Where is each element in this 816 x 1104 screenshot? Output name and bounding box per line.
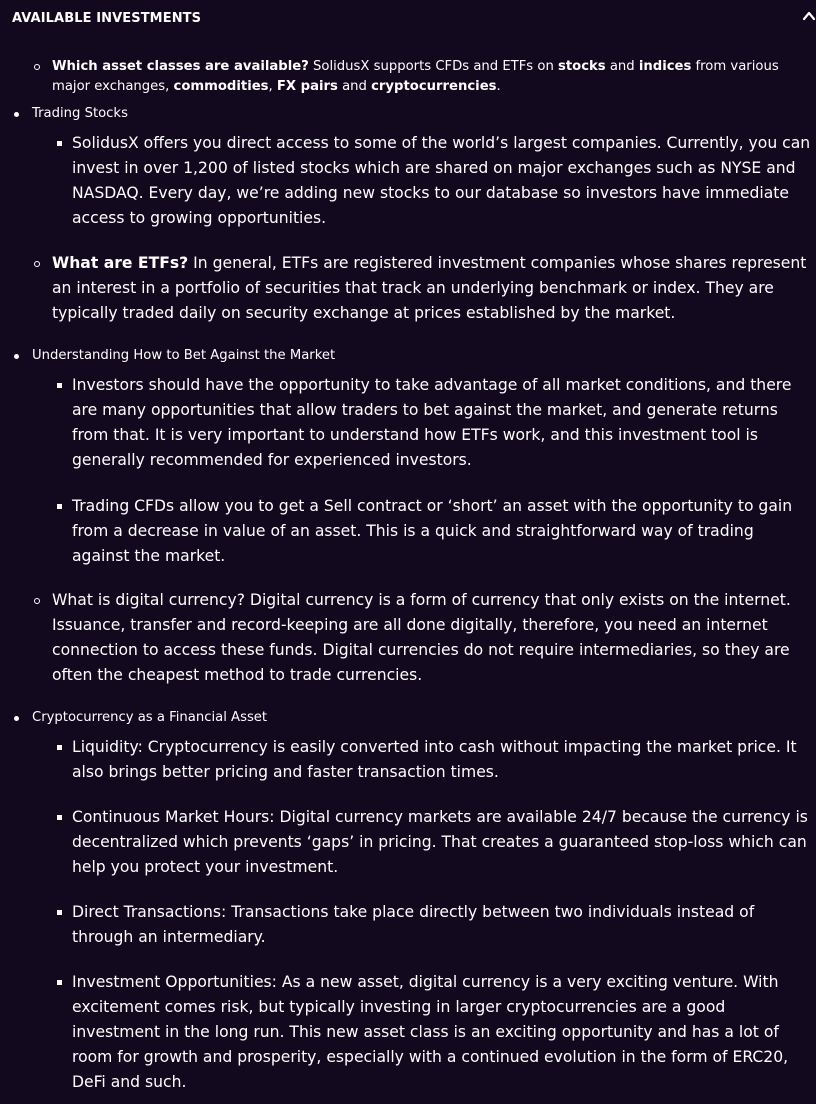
bet-against-heading: Understanding How to Bet Against the Market (32, 348, 336, 363)
asset-classes-question: Which asset classes are available? (52, 59, 309, 74)
dot-bullet-icon (14, 716, 19, 721)
square-bullet-icon (57, 504, 62, 509)
crypto-asset-item: Continuous Market Hours: Digital currency markets are available 24/7 because the currency is decentralized which prevents ‘gaps’ in pricing. That creates a guaranteed stop-loss which can help you protect your investment. (72, 808, 808, 876)
crypto-asset-heading: Cryptocurrency as a Financial Asset (32, 710, 268, 725)
section-title: AVAILABLE INVESTMENTS (12, 11, 202, 26)
trading-stocks-text: SolidusX offers you direct access to some of the world’s largest companies. Currently, you can invest in over 1,200 of listed stocks which are shared on major exchanges such as NYSE and NASDAQ. Every day, we’re adding new stocks to our database so investors have immediate access to growing opportunities. (72, 134, 811, 227)
ring-bullet-icon (34, 64, 40, 70)
etfs-paragraph: What are ETFs? In general, ETFs are registered investment companies whose shares represent an interest in a portfolio of securities that track an underlying benchmark or index. They are typically traded daily on security exchange at prices established by the market. (52, 254, 807, 322)
trading-stocks-heading: Trading Stocks (32, 106, 128, 121)
square-bullet-icon (57, 383, 62, 388)
bet-against-item: Investors should have the opportunity to take advantage of all market conditions, and there are many opportunities that allow traders to bet against the market, and generate returns from that. It is very important to understand how ETFs work, and this investment tool is generally recommended for experienced investors. (72, 376, 792, 469)
square-bullet-icon (57, 745, 62, 750)
crypto-asset-item: Direct Transactions: Transactions take place directly between two individuals instead of through an intermediary. (72, 903, 755, 946)
etfs-question: What are ETFs? (52, 254, 189, 272)
crypto-asset-item: Investment Opportunities: As a new asset, digital currency is a very exciting venture. With excitement comes risk, but typically investing in larger cryptocurrencies are a good investment in the long run. This new asset class is an exciting opportunity and has a lot of room for growth and prosperity, especially with a continued evolution in the form of ERC20, DeFi and such. (72, 973, 789, 1091)
digital-currency-paragraph: What is digital currency? Digital currency is a form of currency that only exists on the internet. Issuance, transfer and record-keeping are all done digitally, therefore, you need an internet connection to access these funds. Digital currencies do not require intermediaries, so they are often the cheapest method to trade currencies. (52, 591, 791, 684)
square-bullet-icon (57, 980, 62, 985)
square-bullet-icon (57, 910, 62, 915)
section-header[interactable] (0, 0, 816, 38)
ring-bullet-icon (34, 598, 40, 604)
crypto-asset-item: Liquidity: Cryptocurrency is easily converted into cash without impacting the market price. It also brings better pricing and faster transaction times. (72, 738, 797, 781)
square-bullet-icon (57, 141, 62, 146)
dot-bullet-icon (14, 354, 19, 359)
dot-bullet-icon (14, 112, 19, 117)
chevron-up-icon[interactable] (802, 9, 816, 23)
ring-bullet-icon (34, 261, 40, 267)
square-bullet-icon (57, 815, 62, 820)
asset-classes-paragraph: Which asset classes are available? SolidusX supports CFDs and ETFs on stocks and indices from various major exchanges, commodities, FX pairs and cryptocurrencies. (52, 59, 779, 94)
bet-against-item: Trading CFDs allow you to get a Sell contract or ‘short’ an asset with the opportunity to gain from a decrease in value of an asset. This is a quick and straightforward way of trading against the market. (72, 497, 793, 565)
